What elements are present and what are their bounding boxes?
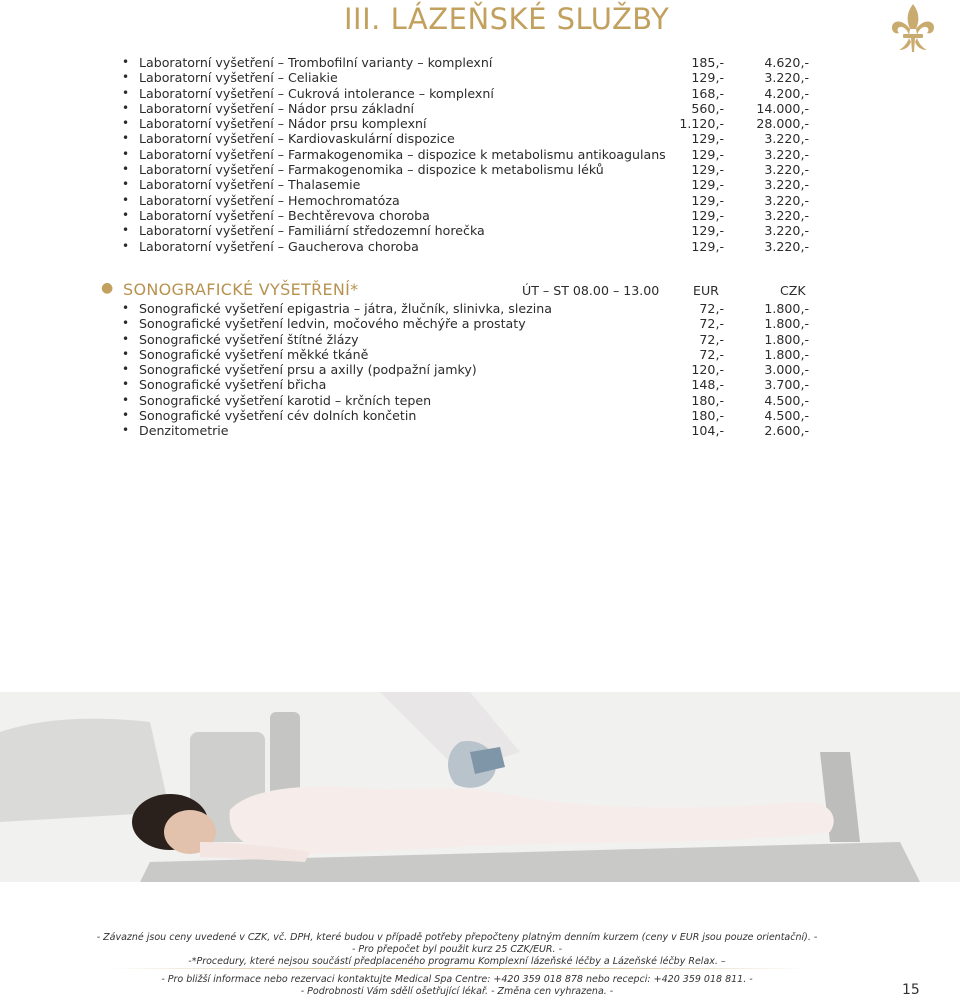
price-eur: 180,- [691, 408, 724, 424]
spa-treatment-photo [0, 692, 960, 882]
price-eur: 129,- [691, 146, 724, 162]
section-title: SONOGRAFICKÉ VYŠETŘENÍ* [123, 280, 359, 299]
footer-contact-info: - Pro bližší informace nebo rezervaci kontaktujte Medical Spa Centre: +420 359 018 878 nebo recepci: +420 359 018 811. - [161, 974, 753, 985]
price-eur: 129,- [691, 238, 724, 254]
column-header-eur: EUR [693, 283, 719, 298]
item-name: Laboratorní vyšetření – Trombofilní varianty – komplexní [139, 55, 493, 70]
price-czk: 3.220,- [764, 70, 809, 86]
price-czk: 1.800,- [764, 301, 809, 316]
spa-treatment-illustration [0, 692, 960, 882]
item-name: Sonografické vyšetření ledvin, močového měchýře a prostaty [139, 316, 526, 332]
item-name: Denzitometrie [139, 423, 229, 439]
price-czk: 4.620,- [764, 55, 809, 70]
price-czk: 3.220,- [764, 207, 809, 223]
item-name: Laboratorní vyšetření – Familiární středozemní horečka [139, 223, 485, 239]
price-czk: 1.800,- [764, 346, 809, 362]
item-name: Sonografické vyšetření cév dolních končetin [139, 408, 417, 424]
item-name: Laboratorní vyšetření – Thalasemie [139, 177, 361, 193]
item-name: Laboratorní vyšetření – Hemochromatóza [139, 192, 400, 208]
item-name: Laboratorní vyšetření – Cukrová intolerance – komplexní [139, 85, 494, 101]
item-name: Sonografické vyšetření břicha [139, 377, 327, 393]
section-bullet-icon: ● [101, 280, 114, 296]
price-czk: 3.220,- [764, 192, 809, 208]
price-czk: 3.000,- [764, 362, 809, 378]
price-czk: 3.220,- [764, 146, 809, 162]
price-eur: 129,- [691, 162, 724, 178]
price-eur: 129,- [691, 223, 724, 239]
price-eur: 129,- [691, 177, 724, 193]
price-eur: 129,- [691, 207, 724, 223]
footer-note-exchange-rate: - Pro přepočet byl použit kurz 25 CZK/EUR. - [351, 944, 563, 955]
item-name: Laboratorní vyšetření – Kardiovaskulární dispozice [139, 131, 455, 147]
price-eur: 168,- [691, 85, 724, 101]
item-name: Laboratorní vyšetření – Nádor prsu komplexní [139, 116, 427, 132]
price-czk: 1.800,- [764, 316, 809, 332]
price-eur: 560,- [691, 100, 724, 116]
item-name: Sonografické vyšetření karotid – krčních tepen [139, 392, 432, 408]
price-eur: 129,- [691, 192, 724, 208]
item-name: Laboratorní vyšetření – Celiakie [139, 70, 338, 86]
price-czk: 2.600,- [764, 423, 809, 439]
price-czk: 3.220,- [764, 131, 809, 147]
price-eur: 1.120,- [679, 116, 724, 132]
price-eur: 180,- [691, 392, 724, 408]
page-title: III. LÁZEŇSKÉ SLUŽBY [344, 2, 670, 36]
price-czk: 14.000,- [756, 100, 809, 116]
footer-divider [108, 968, 808, 969]
price-eur: 72,- [699, 316, 724, 332]
fleur-de-lis-icon [889, 2, 937, 54]
price-eur: 129,- [691, 70, 724, 86]
item-name: Sonografické vyšetření epigastria – játra, žlučník, slinivka, slezina [139, 301, 552, 316]
price-czk: 3.220,- [764, 162, 809, 178]
price-eur: 72,- [699, 301, 724, 316]
price-czk: 3.220,- [764, 223, 809, 239]
page-number: 15 [902, 982, 920, 998]
footer-notes [0, 932, 914, 968]
price-czk: 4.200,- [764, 85, 809, 101]
item-name: Laboratorní vyšetření – Bechtěrevova choroba [139, 207, 430, 223]
footer-note-prices: - Závazné jsou ceny uvedené v CZK, vč. DPH, které budou v případě potřeby přepočteny platným denním kurzem (ceny v EUR jsou pouze orientační). - [96, 932, 818, 943]
item-name: Laboratorní vyšetření – Farmakogenomika – dispozice k metabolismu antikoagulans [139, 146, 666, 162]
price-czk: 3.700,- [764, 377, 809, 393]
price-czk: 3.220,- [764, 177, 809, 193]
item-name: Laboratorní vyšetření – Gaucherova choroba [139, 238, 419, 254]
price-eur: 120,- [691, 362, 724, 378]
section-opening-hours: ÚT – ST 08.00 – 13.00 [522, 283, 660, 298]
footer-contact [0, 974, 914, 998]
item-name: Sonografické vyšetření prsu a axilly (podpažní jamky) [139, 362, 477, 378]
footer-disclaimer: - Podrobnosti Vám sdělí ošetřující lékař. - Změna cen vyhrazena. - [300, 986, 614, 997]
item-name: Sonografické vyšetření štítné žlázy [139, 331, 359, 347]
price-czk: 28.000,- [756, 116, 809, 132]
price-czk: 4.500,- [764, 408, 809, 424]
column-header-czk: CZK [780, 283, 806, 298]
price-czk: 3.220,- [764, 238, 809, 254]
footer-note-procedures: -*Procedury, které nejsou součástí předplaceného programu Komplexní lázeňské léčby a Lázeňské léčby Relax. – [188, 956, 726, 967]
item-name: Laboratorní vyšetření – Nádor prsu základní [139, 100, 415, 116]
price-eur: 148,- [691, 377, 724, 393]
price-eur: 72,- [699, 346, 724, 362]
price-eur: 185,- [691, 55, 724, 70]
price-eur: 129,- [691, 131, 724, 147]
price-eur: 104,- [691, 423, 724, 439]
price-eur: 72,- [699, 331, 724, 347]
item-name: Sonografické vyšetření měkké tkáně [139, 346, 369, 362]
item-name: Laboratorní vyšetření – Farmakogenomika – dispozice k metabolismu léků [139, 162, 604, 178]
price-czk: 1.800,- [764, 331, 809, 347]
price-czk: 4.500,- [764, 392, 809, 408]
sonography-section-header [101, 280, 821, 300]
